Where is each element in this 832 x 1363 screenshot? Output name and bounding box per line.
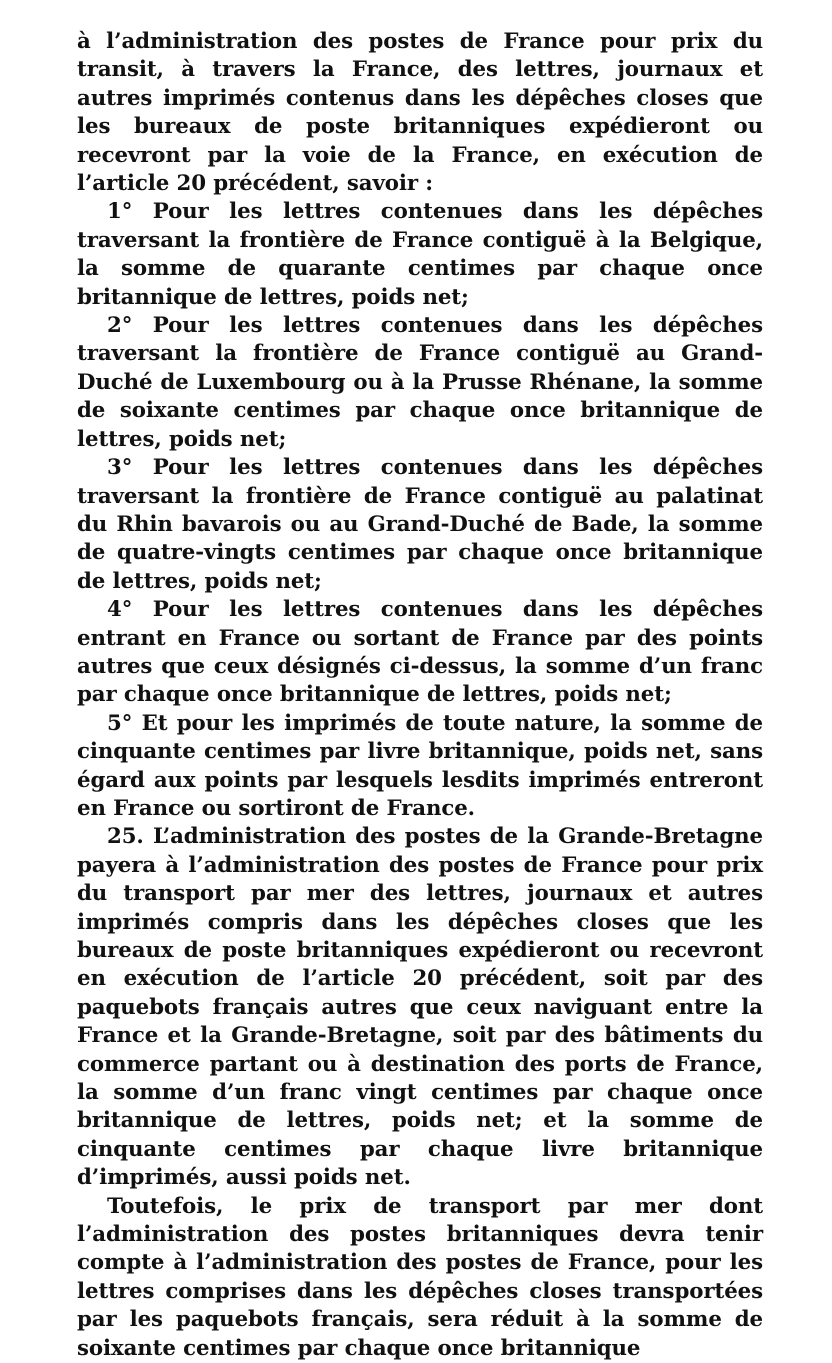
- page-text: [77, 28, 763, 1363]
- paragraph-item-4-autres-points: 4° Pour les lettres contenues dans les dépêches entrant en France ou sortant de France par des points autres que ceux désignés ci-dessus, la somme d’un franc par chaque once britannique de lettres, poids net;: [77, 597, 763, 708]
- paragraph-toutefois: Toutefois, le prix de transport par mer dont l’administration des postes britanniques devra tenir compte à l’administration des postes de France, pour les lettres comprises dans les dépêches closes transportées par les paquebots français, sera réduit à la somme de soixante centimes par chaque once britannique: [77, 1193, 763, 1361]
- paragraph-item-1-belgique: 1° Pour les lettres contenues dans les dépêches traversant la frontière de France contiguë à la Belgique, la somme de quarante centimes par chaque once britannique de lettres, poids net;: [77, 199, 763, 310]
- paragraph-transit-intro: à l’administration des postes de France pour prix du transit, à travers la France, des lettres, journaux et autres imprimés contenus dans les dépêches closes que les bureaux de poste britanniques expédieront ou recevront par la voie de la France, en exécution de l’article 20 précédent, savoir :: [77, 29, 763, 197]
- paragraph-article-25: 25. L’administration des postes de la Grande-Bretagne payera à l’administration des postes de France pour prix du transport par mer des lettres, journaux et autres imprimés compris dans les dépêches closes que les bureaux de poste britanniques expédieront ou recevront en exécution de l’article 20 précédent, soit par des paquebots français autres que ceux naviguant entre la France et la Grande-Bretagne, soit par des bâtiments du commerce partant ou à destination des ports de France, la somme d’un franc vingt centimes par chaque once britannique de lettres, poids net; et la somme de cinquante centimes par chaque livre britannique d’imprimés, aussi poids net.: [77, 824, 763, 1191]
- paragraph-item-2-luxembourg: 2° Pour les lettres contenues dans les dépêches traversant la frontière de France contiguë au Grand-Duché de Luxembourg ou à la Prusse Rhénane, la somme de soixante centimes par chaque once britannique de lettres, poids net;: [77, 313, 763, 452]
- paragraph-item-3-bade: 3° Pour les lettres contenues dans les dépêches traversant la frontière de France contiguë au palatinat du Rhin bavarois ou au Grand-Duché de Bade, la somme de quatre-vingts centimes par chaque once britannique de lettres, poids net;: [77, 455, 763, 594]
- paragraph-item-5-imprimes: 5° Et pour les imprimés de toute nature, la somme de cinquante centimes par livre britannique, poids net, sans égard aux points par lesquels lesdits imprimés entreront en France ou sortiront de France.: [77, 710, 763, 821]
